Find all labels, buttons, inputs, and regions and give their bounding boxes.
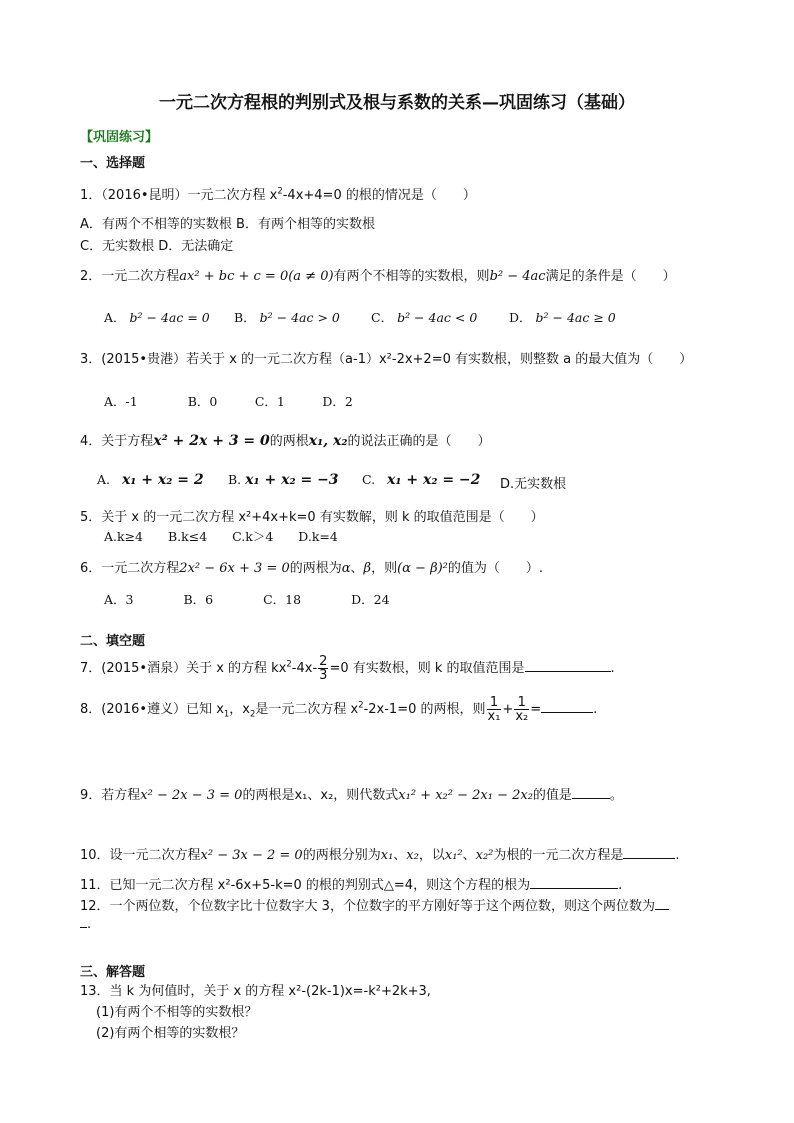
q9-text-pre: 9．若方程	[80, 788, 141, 803]
q10-text-mid: 的两根分别为	[302, 848, 381, 863]
q2-option-a-label: A．	[104, 310, 126, 325]
page-title: 一元二次方程根的判别式及根与系数的关系—巩固练习（基础）	[159, 93, 635, 113]
q11-answer-blank[interactable]	[530, 876, 618, 889]
question-5: 5．关于 x 的一元二次方程 x²+4x+k=0 有实数解，则 k 的取值范围是（ ）	[80, 510, 544, 525]
q2-option-d	[509, 308, 616, 326]
question-12	[80, 895, 669, 914]
q10-equation: x² − 3x − 2 = 0	[200, 848, 303, 863]
q9-end: 。	[609, 788, 623, 803]
question-2	[80, 265, 676, 284]
q4-option-c-label: C.	[362, 472, 376, 487]
section-heading-fill: 二、填空题	[80, 634, 146, 649]
q4-option-c	[362, 472, 480, 488]
q2-option-b	[234, 308, 340, 326]
q7-end: .	[610, 661, 615, 676]
q10-root-1: x₁	[380, 848, 394, 863]
question-11	[80, 874, 622, 893]
q6-number: 6．	[80, 561, 102, 576]
q7-text-mid: -4x-	[291, 661, 318, 676]
question-4	[80, 430, 491, 449]
q8-fraction-b-numerator: 1	[514, 696, 529, 710]
q9-text-mid2: ，则代数式	[333, 788, 399, 803]
q8-text-mid2: 是一元二次方程 x	[255, 702, 359, 717]
question-8	[80, 696, 597, 723]
q12-text: 12．一个两位数，个位数字比十位数字大 3，个位数字的平方刚好等于这个两位数，则这个两位数为	[80, 899, 655, 914]
q2-option-a	[104, 308, 210, 326]
q6-alpha: α	[341, 561, 351, 576]
q12-answer-blank-cont[interactable]	[80, 915, 87, 928]
q11-end: .	[618, 878, 623, 893]
q6-expression: (α − β)²	[397, 561, 448, 576]
q9-text-post: 的值是	[532, 788, 572, 803]
question-7	[80, 655, 615, 682]
section-tag: 【巩固练习】	[80, 130, 159, 145]
q9-equation: x² − 2x − 3 = 0	[140, 788, 243, 803]
q2-number: 2．	[80, 269, 102, 284]
q8-answer-blank[interactable]	[541, 700, 593, 713]
q4-text-mid: 的两根	[269, 434, 309, 449]
q2-option-d-label: D．	[509, 310, 532, 325]
q8-end: .	[593, 702, 598, 717]
question-9	[80, 784, 623, 803]
q4-option-a-value: x₁ + x₂ = 2	[121, 472, 204, 488]
q2-option-c	[371, 308, 477, 326]
q10-separator-2: 、	[462, 848, 476, 863]
q8-fraction-a-denominator: x₁	[487, 709, 501, 724]
q2-option-b-value: b² − 4ac > 0	[259, 310, 340, 325]
q8-fraction-a	[487, 696, 502, 723]
q7-fraction-numerator: 2	[319, 654, 328, 669]
q2-option-c-label: C．	[371, 310, 394, 325]
q8-sub-2: 2	[250, 708, 256, 719]
q6-equation: 2x² − 6x + 3 = 0	[179, 561, 290, 576]
q1-exponent: 2	[277, 185, 283, 196]
q8-fraction-b	[514, 696, 529, 723]
q9-roots: x₁、x₂	[294, 788, 334, 803]
q4-option-a-label: A.	[97, 472, 111, 487]
q8-sub-1: 1	[223, 708, 230, 719]
q10-end: .	[675, 848, 680, 863]
q2-condition: b² − 4ac	[489, 269, 546, 284]
q7-text-pre: 7．(2015•酒泉）关于 x 的方程 kx	[80, 661, 287, 676]
q4-equation: x² + 2x + 3 = 0	[153, 433, 270, 449]
q8-text-mid3: -2x-1=0 的两根，则	[363, 702, 486, 717]
q4-option-c-value: x₁ + x₂ = −2	[387, 472, 481, 488]
q10-square-2: x₂²	[475, 848, 494, 863]
q9-answer-blank[interactable]	[572, 786, 610, 799]
q6-text-pre: 一元二次方程	[101, 561, 180, 576]
q7-fraction	[318, 655, 328, 682]
q2-equation: ax² + bc + c = 0(a ≠ 0)	[179, 269, 334, 284]
q1-text-pre: （2016•昆明）一元二次方程 x	[101, 188, 278, 203]
q4-text-pre: 关于方程	[101, 434, 154, 449]
q13-part-2: (2)有两个相等的实数根？	[96, 1026, 245, 1041]
q2-text-mid: 有两个不相等的实数根，则	[333, 269, 490, 284]
question-1	[80, 184, 476, 203]
q2-option-d-value: b² − 4ac ≥ 0	[535, 310, 616, 325]
question-3: 3．(2015•贵港）若关于 x 的一元二次方程（a-1）x²-2x+2=0 有实数根，则整数 a 的最大值为（ ）	[80, 352, 693, 367]
q12-end: .	[87, 917, 92, 932]
q8-fraction-a-numerator: 1	[487, 696, 502, 710]
q6-beta: β	[363, 561, 372, 576]
q8-plus: +	[502, 702, 514, 717]
q13-part-1: (1)有两个不相等的实数根？	[96, 1005, 258, 1020]
q6-text-mid: 的两根为	[289, 561, 342, 576]
q8-exponent: 2	[358, 699, 364, 710]
q2-option-a-value: b² − 4ac = 0	[129, 310, 210, 325]
q4-roots: x₁, x₂	[308, 433, 348, 449]
q1-options-ab: A．有两个不相等的实数根 B．有两个相等的实数根	[80, 217, 375, 232]
section-heading-solve: 三、解答题	[80, 965, 146, 980]
q10-root-2: x₂	[406, 848, 419, 863]
q2-option-b-label: B．	[234, 310, 256, 325]
q8-fraction-b-denominator: x₂	[515, 709, 529, 724]
q6-text-post: 的值为（ ）.	[447, 561, 544, 576]
question-13: 13．当 k 为何值时，关于 x 的方程 x²-(2k-1)x=-k²+2k+3,	[80, 984, 431, 999]
q1-text-post: -4x+4=0 的根的情况是（ ）	[282, 188, 476, 203]
q4-number: 4．	[80, 434, 102, 449]
q12-answer-blank[interactable]	[655, 897, 669, 910]
q1-options-cd: C．无实数根 D．无法确定	[80, 239, 234, 254]
question-10	[80, 844, 680, 863]
q9-text-mid: 的两根是	[242, 788, 295, 803]
q4-option-a	[97, 472, 204, 488]
q4-option-b-value: x₁ + x₂ = −3	[245, 472, 339, 488]
q8-text-pre: 8．(2016•遵义）已知 x	[80, 702, 224, 717]
q9-expression: x₁² + x₂² − 2x₁ − 2x₂	[398, 788, 533, 803]
q5-options: A.k≥4 B.k≤4 C.k＞4 D.k=4	[104, 529, 338, 544]
q10-separator: 、	[393, 848, 407, 863]
q10-text-pre: 10．设一元二次方程	[80, 848, 201, 863]
q7-answer-blank[interactable]	[525, 659, 611, 672]
q10-answer-blank[interactable]	[623, 846, 675, 859]
q4-text-post: 的说法正确的是（ ）	[347, 434, 491, 449]
q6-separator: 、	[350, 561, 364, 576]
q8-text-mid: ，x	[229, 702, 250, 717]
q10-text-mid2: ，以	[418, 848, 445, 863]
q7-text-post: =0 有实数根，则 k 的取值范围是	[329, 661, 525, 676]
q10-square-1: x₁²	[444, 848, 463, 863]
q1-number: 1．	[80, 188, 102, 203]
q6-options: A．3 B．6 C．18 D．24	[104, 592, 390, 607]
q11-text: 11．已知一元二次方程 x²-6x+5-k=0 的根的判别式△=4，则这个方程的根为	[80, 878, 531, 893]
q7-exponent: 2	[286, 658, 292, 669]
q2-option-c-value: b² − 4ac < 0	[397, 310, 478, 325]
q2-text-post: 满足的条件是（ ）	[545, 269, 676, 284]
q4-option-d: D.无实数根	[500, 477, 567, 492]
question-6	[80, 557, 543, 576]
section-heading-choice: 一、选择题	[80, 156, 146, 171]
q7-fraction-denominator: 3	[319, 668, 328, 683]
q10-text-post: 为根的一元二次方程是	[493, 848, 624, 863]
q3-options: A．-1 B．0 C．1 D．2	[104, 394, 353, 409]
q2-text-pre: 一元二次方程	[101, 269, 180, 284]
q6-text-mid2: ，则	[371, 561, 398, 576]
q4-option-b-label: B.	[228, 472, 242, 487]
q8-equals: =	[530, 702, 542, 717]
q12-continuation	[80, 915, 91, 932]
q4-option-b	[228, 472, 339, 488]
